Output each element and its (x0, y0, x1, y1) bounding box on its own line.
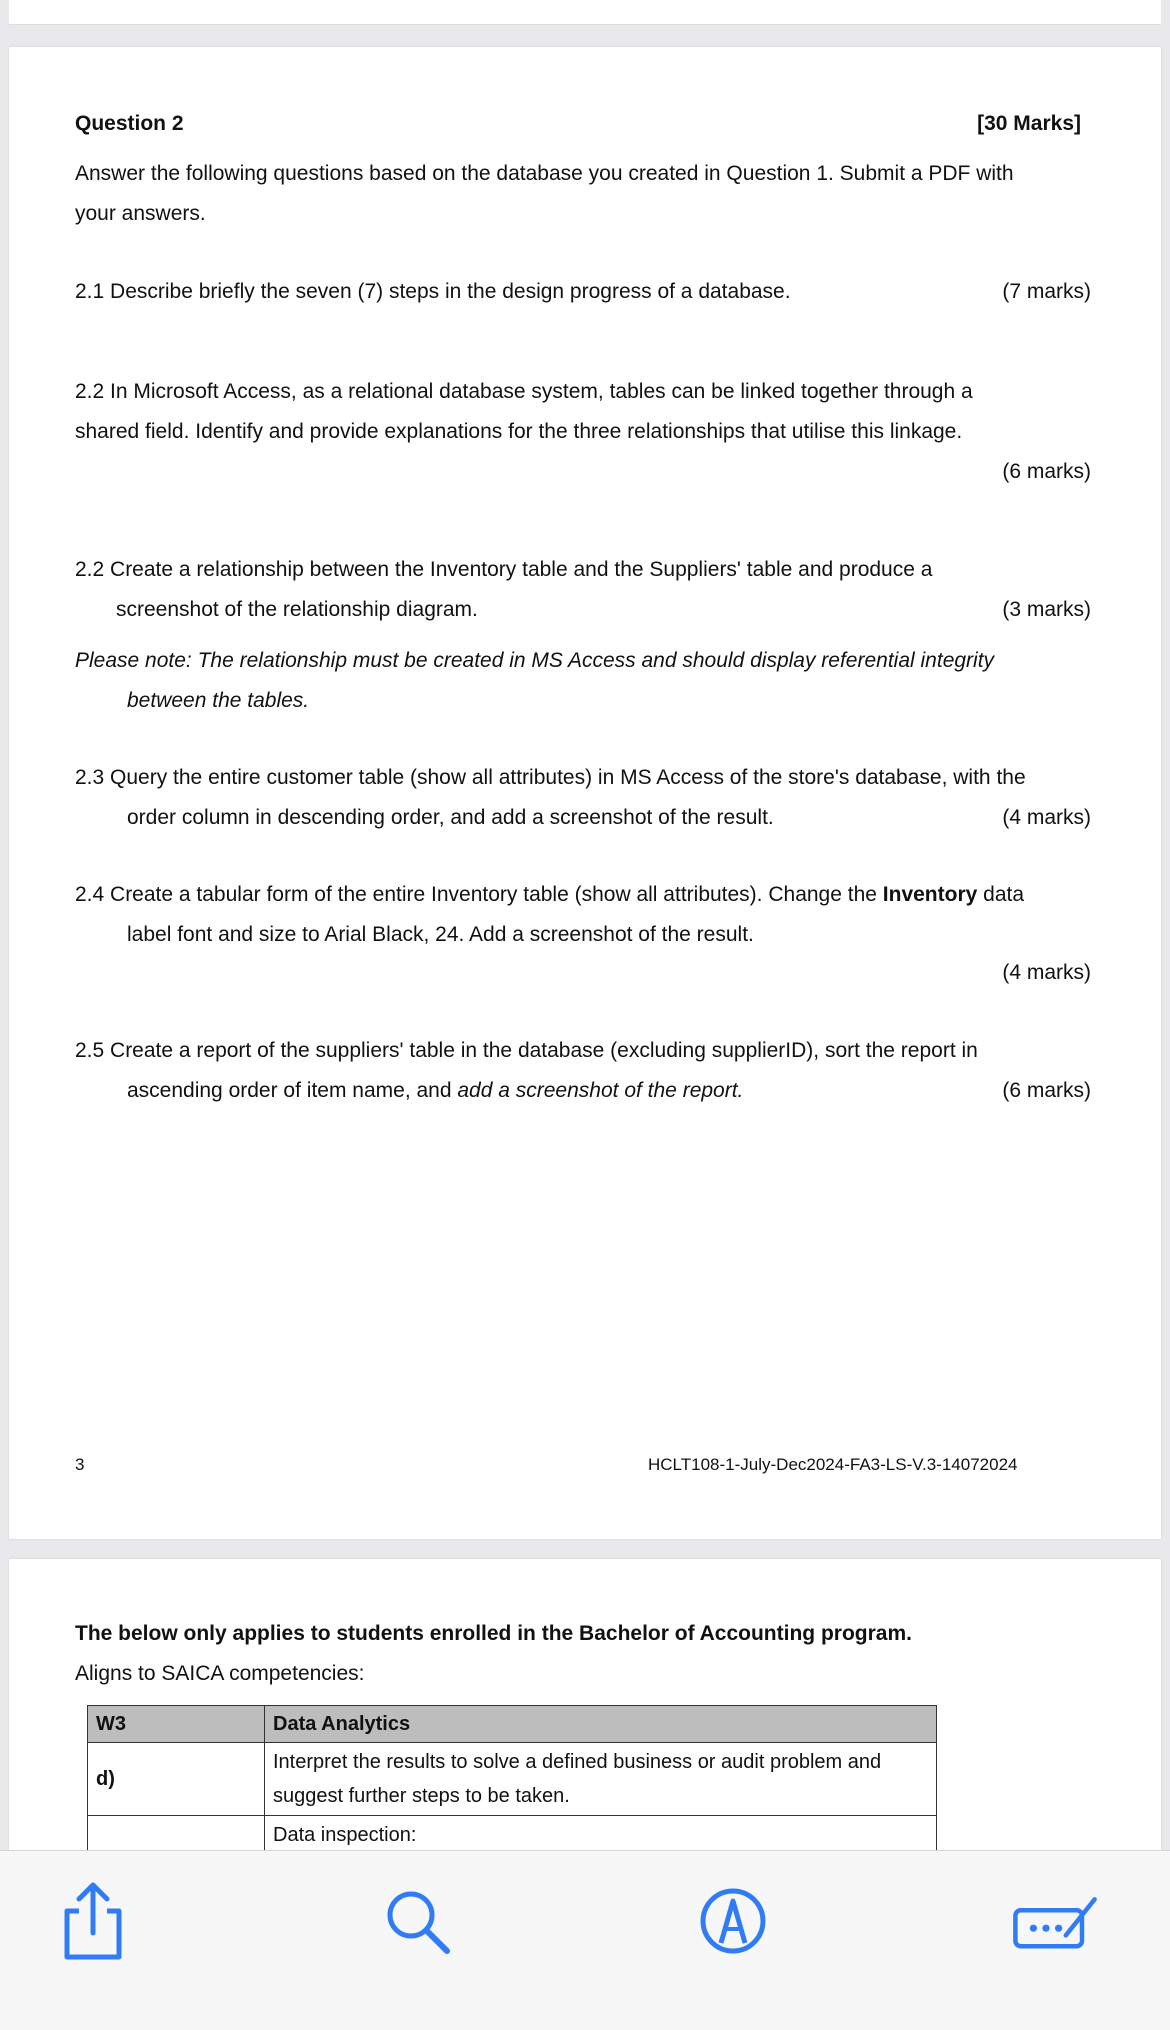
q25-line-2-italic: add a screenshot of the report. (457, 1079, 744, 1102)
question-title: Question 2 (75, 112, 184, 135)
q22a-line-2: shared field. Identify and provide explanations for the three relationships that utilise this linkage. (75, 420, 963, 443)
q24-line-2: label font and size to Arial Black, 24. Add a screenshot of the result. (127, 923, 754, 946)
q25-line-2-start: ascending order of item name, and (127, 1079, 458, 1102)
share-icon (57, 1881, 129, 1961)
table-cell-description: Data inspection: (265, 1816, 937, 1855)
share-button[interactable] (48, 1881, 138, 1961)
table-cell-code: d) (88, 1743, 265, 1816)
bacc-heading: The below only applies to students enrolled in the Bachelor of Accounting program. (75, 1622, 912, 1645)
q21-marks: (7 marks) (1002, 280, 1091, 303)
q22a-marks: (6 marks) (1002, 460, 1091, 483)
q25-marks: (6 marks) (1002, 1079, 1091, 1102)
more-button[interactable] (1010, 1881, 1100, 1961)
search-icon (381, 1885, 453, 1957)
table-header-row (88, 1706, 937, 1743)
q24-line-1-end: data (977, 883, 1025, 906)
saica-competencies-table (87, 1705, 937, 1855)
question-marks: [30 Marks] (977, 112, 1081, 135)
intro-line-2: your answers. (75, 202, 206, 225)
q22b-marks: (3 marks) (1002, 598, 1091, 621)
q23-marks: (4 marks) (1002, 806, 1091, 829)
bottom-toolbar (0, 1850, 1170, 2030)
saica-subheading: Aligns to SAICA competencies: (75, 1662, 365, 1685)
table-cell-description: Interpret the results to solve a defined business or audit problem and suggest further steps to be taken. (265, 1743, 937, 1816)
q24-inventory-bold: Inventory (882, 883, 978, 906)
table-cell-code (88, 1816, 265, 1855)
q22b-line-1: 2.2 Create a relationship between the Inventory table and the Suppliers' table and produce a (75, 558, 933, 581)
note-line-1: Please note: The relationship must be created in MS Access and should display referential integrity (75, 649, 995, 672)
footer-page-number: 3 (75, 1455, 85, 1474)
document-page-3 (9, 47, 1161, 1539)
q25-line-1: 2.5 Create a report of the suppliers' table in the database (excluding supplierID), sort the report in (75, 1039, 978, 1062)
q24-marks: (4 marks) (1002, 961, 1091, 984)
q23-line-1: 2.3 Query the entire customer table (show all attributes) in MS Access of the store's database, with the (75, 766, 1026, 789)
q22b-line-2: screenshot of the relationship diagram. (116, 598, 478, 621)
q22a-line-1: 2.2 In Microsoft Access, as a relational database system, tables can be linked together through a (75, 380, 973, 403)
q24-line-1 (75, 880, 1024, 910)
table-row (88, 1816, 937, 1855)
q25-line-2 (127, 1076, 743, 1106)
search-button[interactable] (372, 1881, 462, 1961)
footer-document-code: HCLT108-1-July-Dec2024-FA3-LS-V.3-14072024 (648, 1455, 1018, 1474)
note-line-2: between the tables. (127, 689, 310, 712)
table-row (88, 1743, 937, 1816)
markup-icon (697, 1885, 769, 1957)
previous-page-edge (9, 0, 1161, 25)
document-page-4 (9, 1559, 1161, 1859)
intro-line-1: Answer the following questions based on the database you created in Question 1. Submit a PDF with (75, 162, 1014, 185)
table-header-cell-code: W3 (88, 1706, 265, 1743)
q23-line-2: order column in descending order, and add a screenshot of the result. (127, 806, 774, 829)
q21-text: 2.1 Describe briefly the seven (7) steps in the design progress of a database. (75, 280, 791, 303)
q24-line-1-start: 2.4 Create a tabular form of the entire Inventory table (show all attributes). Change the (75, 883, 883, 906)
more-icon (1010, 1885, 1100, 1957)
markup-button[interactable] (688, 1881, 778, 1961)
table-header-cell-title: Data Analytics (265, 1706, 937, 1743)
